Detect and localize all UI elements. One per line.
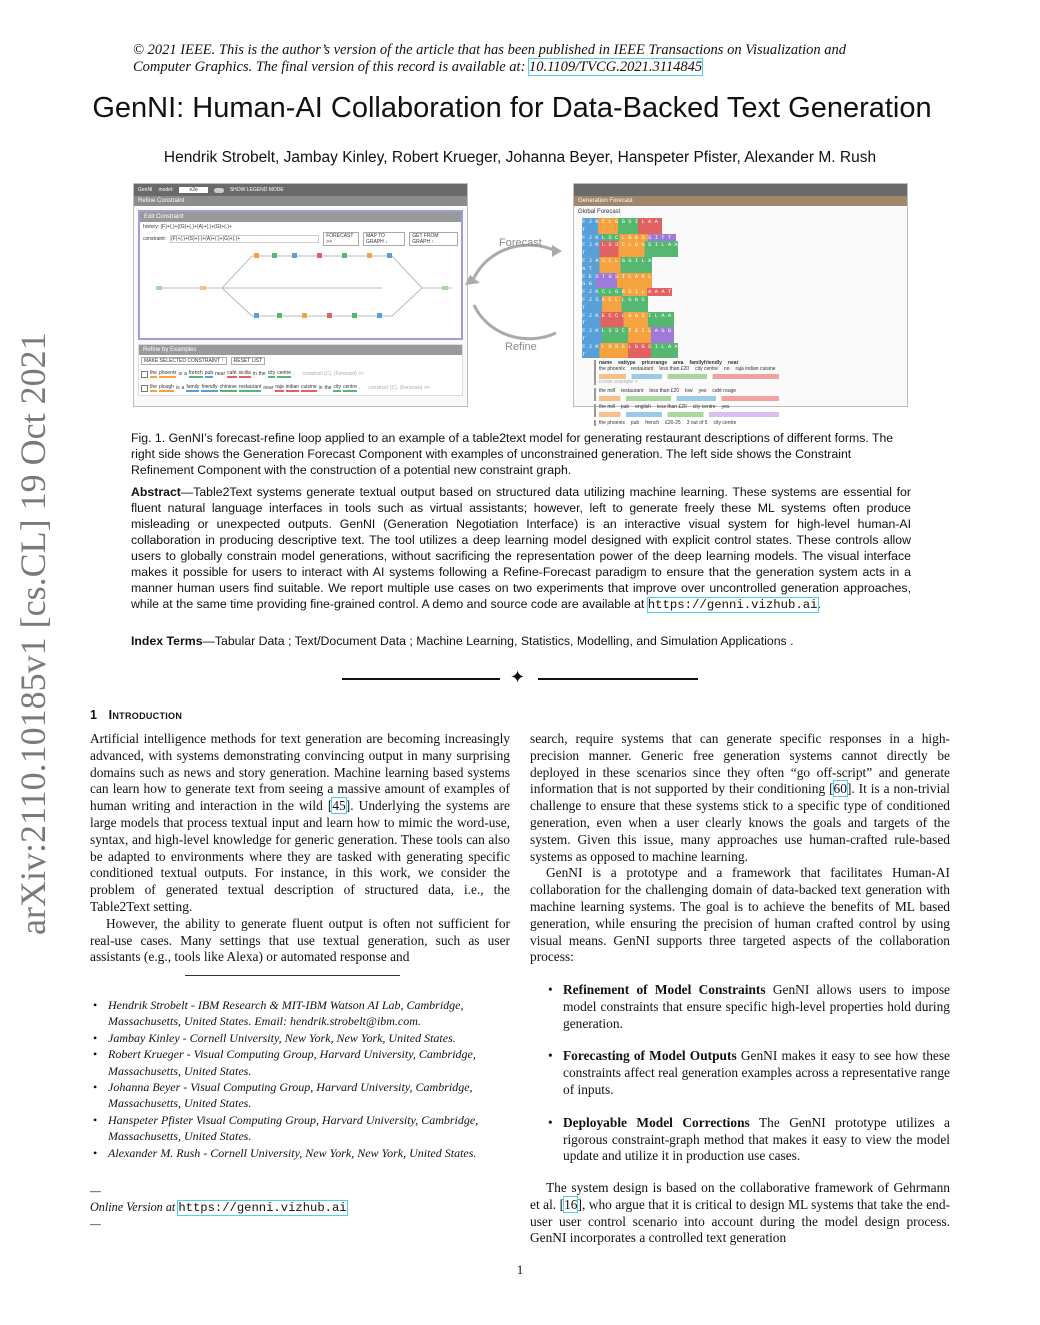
example-table [594,404,899,417]
citation-link[interactable]: 16 [564,1196,578,1212]
history-label: history: [143,224,160,230]
paper-title: GenNI: Human-AI Collaboration for Data-Backed Text Generation [92,92,932,124]
page-number: 1 [516,1262,524,1277]
affiliation-item: • Johanna Beyer - Visual Computing Group, Harvard University, Cambridge, Massachusetts, United States. [90,1079,515,1112]
aspect-item: • Forecasting of Model Outputs GenNI makes it easy to see how these constraints affect real generation examples across a representative range of inputs. [545,1048,950,1098]
refine-constraint-panel [133,183,468,407]
abstract-text: —Table2Text systems generate textual output based on structured data utilizing machine learning. These systems are essential for fluent natural language interfaces in tools such as virtual assistants; however, left to generate freely these ML systems often produce misleading or unexpected outputs. GenNI (Generation Negotiation Interface) is an interactive visual system for high-level human-AI collaboration in producing descriptive text. The tool utilizes a deep learning model designed with explicit control states. These controls allow users to globally constrain model generations, without sacrificing the representation power of the deep learning models. The visual interface makes it possible for users to interact with AI systems following a Refine-Forecast paradigm to ensure that the generation system acts in a manner human users find suitable. We report multiple use cases on two experiments that improve over uncontrolled generation approaches, while at the same time providing fine-grained control. A demo and source code are available at [131,485,911,611]
paragraph: The system design is based on the collaborative framework of Gehrmann et al. [16], who argue that it is critical to design ML systems that take the end-user user control scenario into account during the model design process. GenNI incorporates a controlled text generation [530,1180,950,1246]
affiliation-list [90,997,515,1161]
example-row[interactable]: the phoenix is a french pub near café sicilia in the city centre . construct (C), (Forecast) >> [139,367,462,381]
constraint-label: constraint: [143,236,167,242]
forecast-button[interactable]: FORECAST >> [323,232,359,246]
constraint-input[interactable]: (F)+(.)+(S)+(.)+(A)+(.)+(G)+(.)+ [170,235,319,243]
index-terms-label: Index Terms [131,634,203,648]
edit-constraint-title: Edit Constraint [140,212,461,222]
aspect-list [545,982,950,1179]
abstract-label: Abstract [131,485,181,499]
refine-constraint-title: Refine Constraint [134,196,467,206]
diamond-icon: ✦ [510,667,526,688]
forecast-row[interactable]: F J K C L G G S I L A A A T [582,288,672,296]
aspect-item: • Deployable Model Corrections The GenNI prototype utilizes a rigorous constraint-graph method that makes it easy to view the model update and utilize it in production use cases. [545,1115,950,1165]
generation-forecast-panel [573,183,908,427]
online-version-link[interactable]: https://genni.vizhub.ai [178,1201,347,1215]
intro-column-right [530,731,950,966]
create-example-link[interactable]: create example > [599,379,638,386]
get-from-graph-button[interactable]: GET FROM GRAPH ↑ [409,232,458,246]
affiliation-item: • Hanspeter Pfister Visual Computing Group, Harvard University, Cambridge, Massachusetts, United States. [90,1112,515,1145]
figure-caption: Fig. 1. GenNI’s forecast-refine loop applied to an example of a table2text model for generating restaurant descriptions of different forms. The right side shows the Generation Forecast Component with examples of unconstrained generation. The left side shows the Constraint Refinement Component with the construction of a potential new constraint graph. [131,431,894,477]
model-select[interactable]: e2e [179,187,207,193]
section-divider [342,667,698,688]
app-toolbar [134,184,467,196]
table-row: the mill pub english less than £20 city centre yes [599,404,730,411]
abstract: Abstract—Table2Text systems generate textual output based on structured data utilizing machine learning. These systems are essential for fluent natural language interfaces in tools such as virtual assistants; however, left to generate freely these ML systems often produce misleading or unexpected outputs. GenNI (Generation Negotiation Interface) is an interactive visual system for high-level human-AI collaboration in producing descriptive text. The tool utilizes a deep learning model designed with explicit control states. These controls allow users to globally constrain model generations, without sacrificing the representation power of the deep learning models. The visual interface makes it possible for users to interact with AI systems following a Refine-Forecast paradigm to ensure that the generation system acts in a manner human users find suitable. We report multiple use cases on two experiments that improve over uncontrolled generation approaches, while at the same time providing fine-grained control. A demo and source code are available at https://genni.vizhub.ai. [131,485,911,612]
footnote-rule [185,975,400,976]
legend-toggle-label: SHOW LEGEND MODE [229,187,284,193]
paragraph: search, require systems that can generate specific responses in a high-precision manner. Generic free generation systems cannot directly be deployed in these scenarios since they often “go off-script” and generate information that is not supported by their conditioning [60]. It is a non-trivial challenge to ensure that these systems stick to a specific type of conditioned generation, even when a user clearly knows the goals and targets of the system. Given this issue, many approaches use human-crafted rule-based systems as opposed to machine learning. [530,731,950,864]
example-checkbox[interactable] [141,385,148,392]
affiliation-item: • Alexander M. Rush - Cornell University, New York, New York, United States. [90,1145,515,1161]
forecast-row[interactable]: F J S A C L L G G S T [582,296,648,312]
forecast-row[interactable]: F J K L S S C T S I L A G G T [582,327,674,343]
generation-forecast-title: Generation Forecast [574,196,907,206]
map-to-graph-button[interactable]: MAP TO GRAPH ↓ [363,232,405,246]
reset-list-button[interactable]: RESET LIST [231,357,266,365]
index-terms-text: —Tabular Data ; Text/Document Data ; Machine Learning, Statistics, Modelling, and Simulation Applications . [202,634,794,648]
letter-rows [574,218,907,358]
legend-toggle[interactable] [214,188,224,193]
example-action[interactable]: construct (C), (Forecast) >> [302,371,364,377]
examples-title: Refine by Examples [139,345,462,355]
affiliation-item: • Jambay Kinley - Cornell University, New York, New York, United States. [90,1030,515,1046]
refine-label: Refine [505,341,537,353]
graph-nodes[interactable] [156,253,448,318]
demo-link[interactable]: https://genni.vizhub.ai [647,598,818,612]
constraint-graph[interactable] [142,246,460,331]
example-checkbox[interactable] [141,371,148,378]
forecast-row[interactable]: F J A S C L G G I L A A T [582,256,652,272]
edit-constraint-box [138,210,463,340]
table-row: the mill restaurant less than £20 low yes café rouge [599,388,737,395]
table-row: the phoenix pub french £20-25 3 out of 5 city centre [599,420,737,427]
table-row: the phoenix restaurant less than £20 city centre no raja indian cuisine [599,366,776,373]
example-table: name eattype pricerange area familyfriendly near the phoenix restaurant less than £20 city centre no raja indian cuisine create example > [594,360,899,385]
paragraph: However, the ability to generate fluent output is often not sufficient for real-use cases. Many settings that use textual generation, such as user assistants (e.g., tools like Alexa) or automated response and [90,915,510,965]
affiliation-item: • Hendrik Strobelt - IBM Research & MIT-IBM Watson AI Lab, Cambridge, Massachusetts, United States. Email: hendrik.strobelt@ibm.com. [90,997,515,1030]
intro-column-left [90,731,510,966]
citation-link[interactable]: 60 [833,781,847,797]
refine-by-examples [138,344,463,396]
global-forecast-title: Global Forecast [578,209,621,215]
example-row[interactable]: the plough is a family friendly chinese restaurant near raja indian cuisine in the city centre . construct (C), (Forecast) >> [139,381,462,395]
intro-column-right-continued [530,1180,950,1247]
make-constraint-button[interactable]: MAKE SELECTED CONSTRAINT ↑ [141,357,227,365]
forecast-label: Forecast [499,237,542,249]
citation-link[interactable]: 45 [332,798,346,814]
aspect-item: • Refinement of Model Constraints GenNI allows users to impose model constraints that ensure specific high-level properties hold during generation. [545,982,950,1032]
affiliation-item: • Robert Krueger - Visual Computing Group, Harvard University, Cambridge, Massachusetts, United States. [90,1046,515,1079]
forecast-examples [574,358,907,426]
paragraph: GenNI is a prototype and a framework that facilitates Human-AI collaboration for the challenging domain of data-backed text generation with machine learning systems. The goal is to achieve the benefits of ML based generation, while ensuring the precision of human crafted control by using visual means. GenNI supports three targeted aspects of the collaboration process: [530,865,950,965]
author-list: Hendrik Strobelt, Jambay Kinley, Robert Krueger, Johanna Beyer, Hanspeter Pfister, Alexander M. Rush [163,149,877,166]
online-version-note: — Online Version at https://genni.vizhub.ai — [90,1184,347,1231]
forecast-row[interactable]: F J K E C C L G G S I L A A T [582,312,674,328]
paragraph: Artificial intelligence methods for text generation are becoming increasingly advanced, with systems demonstrating convincing output in many surprising domains such as news and story generation. Machine learning based systems can learn how to generate text from seeing a massive amount of examples of human writing and interaction in the wild [45]. Underlying the systems are large models that process textual input and learn how to mimic the word-use, syntax, and high-level knowledge for generic generation. These tools can also be adapted to environments where they are tasked with generating specific conditioned textual outputs. For instance, in this work, we consider the problem of generated textual description of structured data, i.e., the Table2Text setting. [90,731,511,914]
forecast-row[interactable]: F E S T G S I L A A L G G [582,272,652,288]
doi-link[interactable]: 10.1109/TVCG.2021.3114845 [529,59,703,75]
forecast-row[interactable]: F J K L S C L G G S S I T T [582,234,676,242]
copyright-notice: © 2021 IEEE. This is the author’s version of the article that has been published in IEEE Transactions on Visualization and Computer Graphics. The final version of this record is available at: 10.1109/TVCG.2021.3114845 [133,42,847,75]
example-table [594,420,899,426]
section-heading: 1 Introduction [90,708,183,722]
model-label: model: [158,187,174,193]
forecast-row[interactable]: F J K L S S C L G G S I L A A T [582,241,678,257]
forecast-row[interactable]: F J K L S S C L G G S I L A A T [582,342,678,358]
example-table [594,388,899,401]
arxiv-stamp: arXiv:2110.10185v1 [cs.CL] 19 Oct 2021 [13,332,53,935]
index-terms [131,634,911,648]
history-value: (F)+(.)+((G)+(.)+(A)+(.)+(G)+(.)+ [160,224,232,230]
app-name: GenNI [138,187,153,193]
forecast-row[interactable]: F J K C L G G S I L A A T [582,218,662,234]
example-action[interactable]: construct (C), (Forecast) >> [368,385,430,391]
